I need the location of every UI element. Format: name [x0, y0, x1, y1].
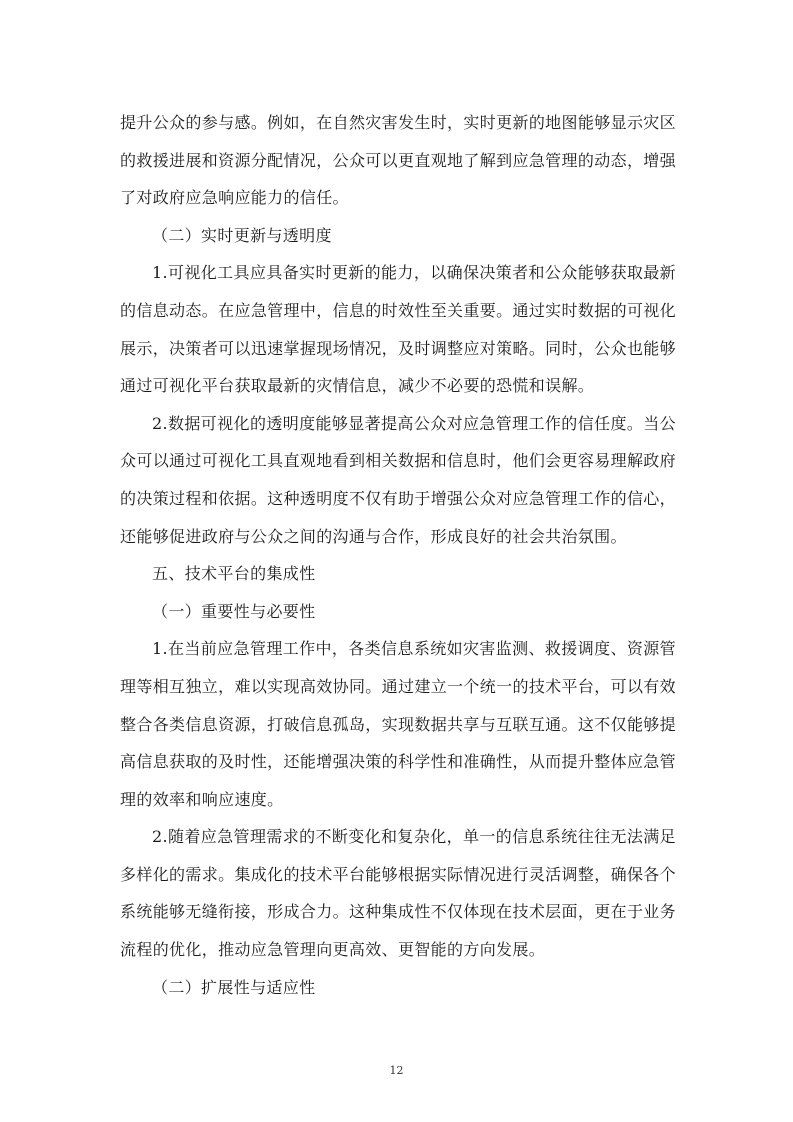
paragraph-integration-flexibility: 2.随着应急管理需求的不断变化和复杂化，单一的信息系统往往无法满足多样化的需求。集成化的技术平台能够根据实际情况进行灵活调整，确保各个系统能够无缝衔接，形成合力。这种集成性不仅体现在技术层面，更在于业务流程的优化，推动应急管理向更高效、更智能的方向发展。 — [120, 827, 676, 960]
page-content — [120, 104, 676, 1006]
paragraph-unified-platform: 1.在当前应急管理工作中，各类信息系统如灾害监测、救援调度、资源管理等相互独立，难以实现高效协同。通过建立一个统一的技术平台，可以有效整合各类信息资源，打破信息孤岛，实现数据共享与互联互通。这不仅能够提高信息获取的及时性，还能增强决策的科学性和准确性，从而提升整体应急管理的效率和响应速度。 — [120, 639, 676, 809]
subheading-scalability-adaptability: （二）扩展性与适应性 — [152, 977, 316, 997]
subheading-importance-necessity: （一）重要性与必要性 — [152, 601, 316, 621]
subheading-realtime-transparency: （二）实时更新与透明度 — [152, 225, 332, 245]
paragraph-transparency: 2.数据可视化的透明度能够显著提高公众对应急管理工作的信任度。当公众可以通过可视化工具直观地看到相关数据和信息时，他们会更容易理解政府的决策过程和依据。这种透明度不仅有助于增强公众对应急管理工作的信心，还能够促进政府与公众之间的沟通与合作，形成良好的社会共治氛围。 — [120, 413, 676, 546]
paragraph-continuation: 提升公众的参与感。例如，在自然灾害发生时，实时更新的地图能够显示灾区的救援进展和资源分配情况，公众可以更直观地了解到应急管理的动态，增强了对政府应急响应能力的信任。 — [120, 113, 676, 208]
section-heading-platform-integration: 五、技术平台的集成性 — [152, 564, 316, 584]
paragraph-realtime-update: 1.可视化工具应具备实时更新的能力，以确保决策者和公众能够获取最新的信息动态。在应急管理中，信息的时效性至关重要。通过实时数据的可视化展示，决策者可以迅速掌握现场情况，及时调整应对策略。同时，公众也能够通过可视化平台获取最新的灾情信息，减少不必要的恐慌和误解。 — [120, 263, 676, 396]
page-number: 12 — [389, 1064, 404, 1077]
